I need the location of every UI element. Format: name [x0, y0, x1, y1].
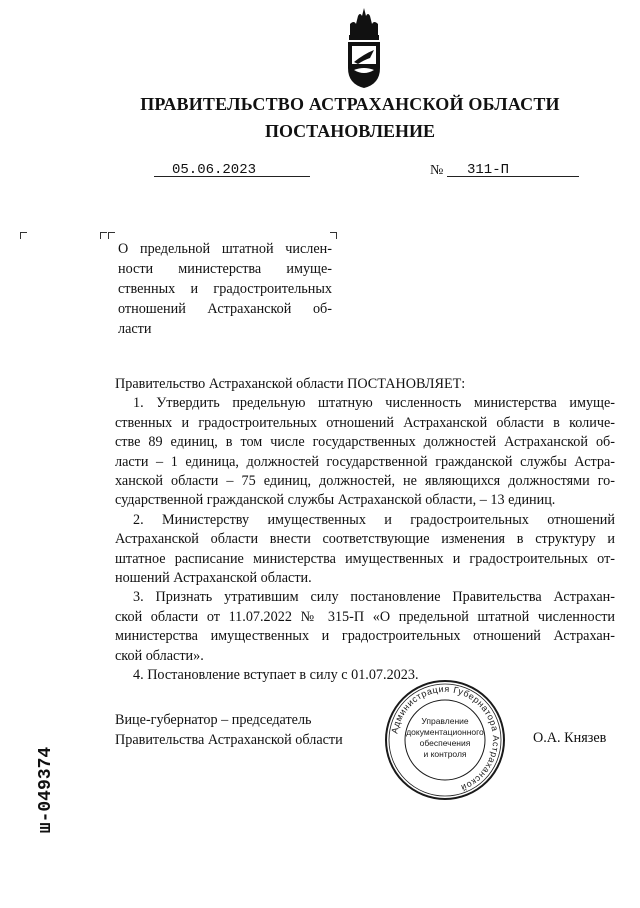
coat-of-arms-emblem — [340, 6, 388, 90]
item-1: 1. Утвердить предельную штатную численность министерства имуще- ственных и градостроительных отношений Астраханской области в количе- стве 89 единиц, в том числе государственных должностей Астраханской об- ласти – 1 единица, должностей государственной гражданской службы Астра- ханской области – 75 единиц, должностей, не являющихся должностями го- сударственной гражданской службы Астраханской области, – 13 единиц. — [115, 395, 615, 509]
corner-mark — [100, 232, 107, 239]
number-sign: № — [430, 163, 444, 178]
document-subject — [118, 239, 332, 339]
item-3: 3. Признать утратившим силу постановление Правительства Астрахан- ской области от 11.07.2022 № 315-П «О предельной штатной численности министерства имущественных и градостроительных отношений Астрахан- ской области». — [115, 589, 615, 664]
corner-mark — [20, 232, 27, 239]
stamp-center-line: документационного — [406, 727, 484, 737]
subject-line: ласти — [118, 321, 152, 337]
document-type: ПОСТАНОВЛЕНИЕ — [264, 121, 436, 141]
official-stamp — [383, 678, 507, 802]
signatory-position — [115, 710, 343, 750]
subject-line: О предельной штатной числен- — [118, 241, 332, 257]
date-underline — [154, 176, 310, 177]
stamp-center-line: и контроля — [423, 749, 467, 759]
subject-line: ности министерства имуще- — [118, 261, 332, 277]
number-underline — [447, 176, 579, 177]
stamp-ring-text: Администрация Губернатора Астраханской — [389, 683, 502, 794]
document-number: 311-П — [467, 162, 510, 178]
side-serial-code: ш-049374 — [36, 746, 56, 834]
stamp-center-line: обеспечения — [419, 738, 471, 748]
item-2: 2. Министерству имущественных и градостроительных отношений Астраханской области внести соответствующие изменения в структуру и штатное расписание министерства имущественных и градостроительных от- ношений Астраханской области. — [115, 511, 615, 587]
stamp-center-line: Управление — [421, 716, 469, 726]
government-title: ПРАВИТЕЛЬСТВО АСТРАХАНСКОЙ ОБЛАСТИ — [140, 94, 560, 114]
subject-line: ственных и градостроительных — [118, 281, 332, 297]
subject-line: отношений Астраханской об- — [118, 301, 332, 317]
preamble: Правительство Астраханской области ПОСТАНОВЛЯЕТ: — [115, 376, 466, 392]
corner-mark — [108, 232, 115, 239]
corner-mark — [330, 232, 337, 239]
position-line: Правительства Астраханской области — [115, 732, 343, 748]
document-body — [115, 375, 615, 686]
signatory-name: О.А. Князев — [533, 730, 607, 746]
position-line: Вице-губернатор – председатель — [115, 712, 312, 728]
document-date: 05.06.2023 — [172, 162, 257, 178]
item-4: 4. Постановление вступает в силу с 01.07.2023. — [133, 667, 419, 684]
